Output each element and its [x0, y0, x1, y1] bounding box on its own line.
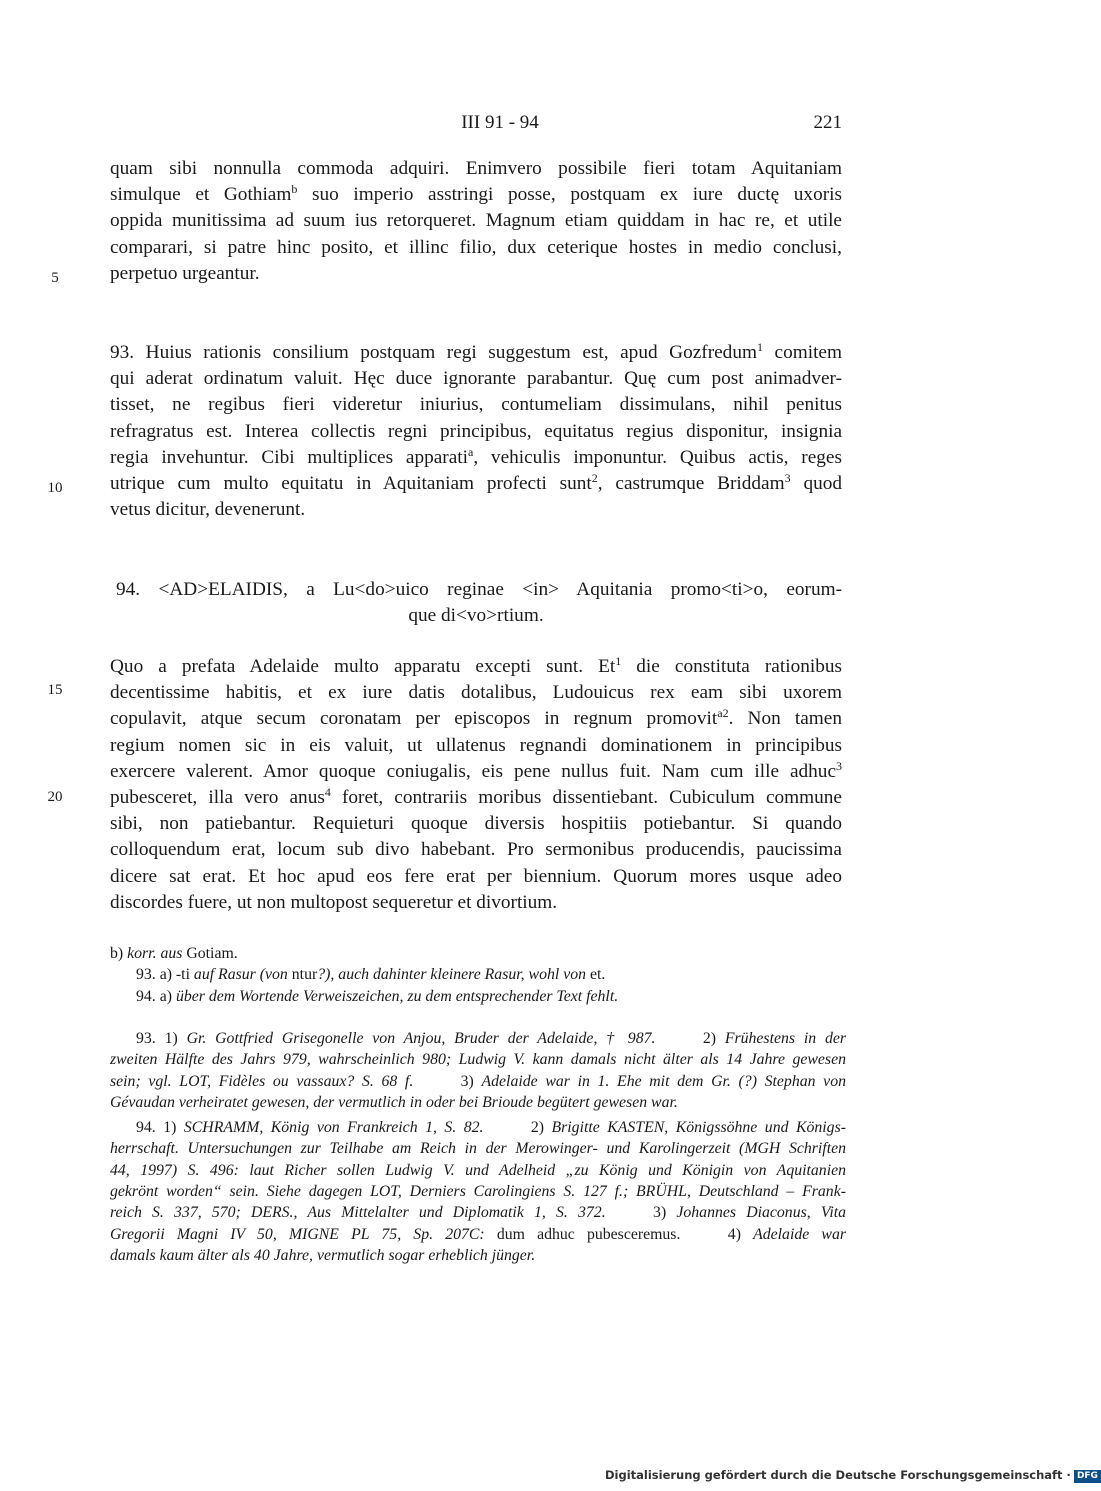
text-line: refragratus est. Interea collectis regni principibus, equitatus regius disponitur, insignia [110, 420, 842, 442]
commentary-line: gekrönt worden“ sein. Siehe dagegen LOT, Derniers Carolingiens S. 127 f.; BRÜHL, Deutschland – Frank- [110, 1183, 846, 1201]
footnote-marker: b [291, 182, 298, 197]
commentary-line: Gregorii Magni IV 50, MIGNE PL 75, Sp. 207C: dum adhuc pubesceremus. 4) Adelaide war [110, 1225, 846, 1243]
text-line: sibi, non patiebantur. Requieturi quoque diversis hospitiis potiebantur. Si quando [110, 813, 842, 835]
running-header: III 91 - 94 [461, 112, 539, 133]
apparatus-note: b) korr. aus Gotiam. [110, 945, 238, 962]
commentary-line: reich S. 337, 570; DERS., Aus Mittelalter und Diplomatik 1, S. 372. 3) Johannes Diaconus, Vita [110, 1204, 847, 1222]
commentary-line: zweiten Hälfte des Jahrs 979, wahrscheinlich 980; Ludwig V. kann damals nicht älter als 14 Jahre gewesen [110, 1051, 846, 1069]
text-line: utrique cum multo equitatu in Aquitaniam profecti sunt$^2$, castrumque Briddam$^3$ quod [110, 471, 842, 495]
footnote-marker: a2 [717, 706, 729, 721]
text-line: regium nomen sic in eis valuit, ut ullatenus regnandi dominationem in principibus [110, 734, 842, 756]
commentary-line: sein; vgl. LOT, Fidèles ou vassaux? S. 68 f. 3) Adelaide war in 1. Ehe mit dem Gr. (?) Stephan von [110, 1072, 846, 1090]
text-line: colloquendum erat, locum sub divo habebant. Pro sermonibus producendis, paucissima [110, 839, 842, 861]
text-line: qui aderat ordinatum valuit. Hęc duce ignorante parabantur. Quę cum post animadver- [110, 368, 842, 390]
line-number: 15 [47, 682, 63, 698]
text-line: decentissime habitis, et ex iure datis dotalibus, Ludouicus rex eam sibi uxorem [110, 682, 842, 704]
line-number: 5 [51, 270, 59, 286]
digitization-footer [605, 1468, 1098, 1484]
text-line: vetus dicitur, devenerunt. [110, 499, 306, 521]
text-line: dicere sat erat. Et hoc apud eos fere erat per biennium. Quorum mores usque adeo [110, 865, 842, 887]
commentary-line: damals kaum älter als 40 Jahre, vermutlich sogar erheblich jünger. [110, 1246, 536, 1264]
text-line: oppida munitissima ad suum ius retorqueret. Magnum etiam quiddam in hac re, et utile [110, 210, 842, 232]
footer-text: Digitalisierung gefördert durch die Deutsche Forschungsgemeinschaft · [605, 1468, 1071, 1482]
text-line: Quo a prefata Adelaide multo apparatu excepti sunt. Et$^1$ die constituta rationibus [110, 654, 843, 677]
chapter-94-heading [110, 577, 842, 629]
paragraph-94 [110, 654, 842, 916]
paragraph-93 [110, 340, 842, 523]
text-line: copulavit, atque secum coronatam per episcopos in regnum promovit$^{a2}$. Non tamen [110, 706, 842, 730]
heading-line: que di<vo>rtium. [408, 605, 544, 626]
dfg-logo: DFG [1074, 1470, 1101, 1483]
text-line: 93. Huius rationis consilium postquam regi suggestum est, apud Gozfredum$^1$ comitem [110, 340, 842, 363]
text-line: simulque et Gothiam$^b$ suo imperio asstringi posse, postquam ex iure ductę uxoris [110, 182, 842, 206]
footnote-marker: 3 [836, 758, 842, 773]
text-line: discordes fuere, ut non multopost sequeretur et divortium. [110, 891, 558, 913]
text-line: pubesceret, illa vero anus$^4$ foret, contrariis moribus dissentiebant. Cubiculum commune [110, 785, 842, 809]
text-line: perpetuo urgeantur. [110, 262, 260, 284]
text-line: comparari, si patre hinc posito, et illinc filio, dux ceterique hostes in medio conclusi, [110, 236, 842, 258]
commentary-line: 93. 1) Gr. Gottfried Grisegonelle von Anjou, Bruder der Adelaide, † 987. 2) Frühestens in der [136, 1030, 847, 1047]
commentary-notes [110, 1028, 846, 1266]
footnote-marker: 2 [591, 471, 598, 486]
footnote-marker: 4 [324, 785, 331, 800]
commentary-line: 94. 1) SCHRAMM, König von Frankreich 1, S. 82. 2) Brigitte KASTEN, Königssöhne und Königs- [136, 1119, 846, 1137]
apparatus-note: 93. a) -ti auf Rasur (von ntur?), auch dahinter kleinere Rasur, wohl von et. [136, 966, 606, 984]
page-number: 221 [813, 112, 842, 133]
text-line: quam sibi nonnulla commoda adquiri. Enimvero possibile fieri totam Aquitaniam [110, 158, 842, 179]
line-number: 20 [47, 789, 63, 805]
commentary-line: 44, 1997) S. 496: laut Richer sollen Ludwig V. und Adelheid „zu König und Königin von Aquitanien [110, 1161, 846, 1179]
footnote-marker: 1 [615, 654, 622, 668]
text-line: regia invehuntur. Cibi multiplices apparati$^a$, vehiculis imponuntur. Quibus actis, reges [110, 444, 842, 468]
paragraph-92-end [110, 156, 842, 287]
commentary-line: herrschaft. Untersuchungen zur Teilhabe am Reich in der Merowinger- und Karolingerzeit (MGH Schriften [110, 1140, 846, 1158]
line-number: 10 [47, 480, 63, 496]
text-line: exercere valerent. Amor quoque coniugalis, eis pene nullus fuit. Nam cum ille adhuc$^3$ [110, 758, 842, 782]
heading-line: 94. <AD>ELAIDIS, a Lu<do>uico reginae <in> Aquitania promo<ti>o, eorum- [116, 579, 842, 600]
footnote-marker: 3 [784, 471, 791, 486]
footnote-marker: 1 [756, 340, 763, 354]
text-line: tisset, ne regibus fieri videretur iniurius, contumeliam dissimulans, nihil penitus [110, 394, 842, 416]
apparatus-note: 94. a) über dem Wortende Verweiszeichen, zu dem entsprechender Text fehlt. [136, 987, 619, 1005]
commentary-line: Gévaudan verheiratet gewesen, der vermutlich in oder bei Brioude begütert gewesen war. [110, 1093, 678, 1111]
critical-apparatus [110, 943, 846, 1007]
footnote-marker: a [467, 444, 474, 459]
